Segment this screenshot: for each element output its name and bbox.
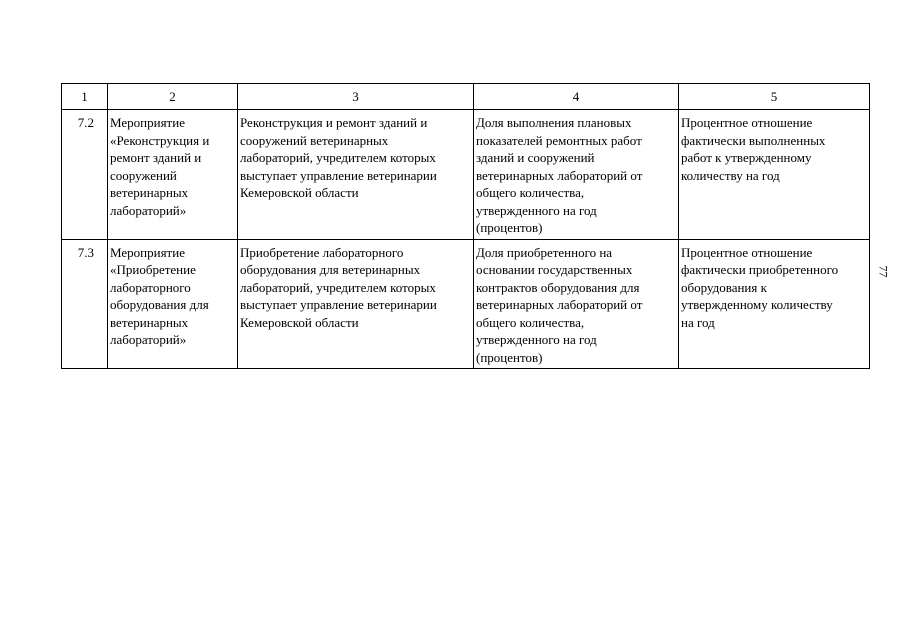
column-header-3: 3: [238, 84, 474, 110]
indicator-cell: Доля приобретенного на основании государственных контрактов оборудования для ветеринарных лабораторий от общего количества, утвержденного на год (процентов): [474, 239, 679, 369]
measures-table: [61, 83, 870, 369]
event-description-cell: Реконструкция и ремонт зданий и сооружений ветеринарных лабораторий, учредителем которых выступает управление ветеринарии Кемеровской области: [238, 110, 474, 240]
column-header-5: 5: [679, 84, 870, 110]
row-number: 7.2: [62, 110, 108, 240]
column-header-1: 1: [62, 84, 108, 110]
column-header-2: 2: [108, 84, 238, 110]
calculation-method-cell: Процентное отношение фактически приобретенного оборудования к утвержденному количеству на год: [679, 239, 870, 369]
calculation-method-cell: Процентное отношение фактически выполненных работ к утвержденному количеству на год: [679, 110, 870, 240]
event-description-cell: Приобретение лабораторного оборудования для ветеринарных лабораторий, учредителем которых выступает управление ветеринарии Кемеровской области: [238, 239, 474, 369]
row-number: 7.3: [62, 239, 108, 369]
table-row: [62, 110, 870, 240]
page-number: 77: [876, 265, 891, 278]
event-name-cell: Мероприятие «Реконструкция и ремонт зданий и сооружений ветеринарных лабораторий»: [108, 110, 238, 240]
event-name-cell: Мероприятие «Приобретение лабораторного оборудования для ветеринарных лабораторий»: [108, 239, 238, 369]
table-header-row: [62, 84, 870, 110]
indicator-cell: Доля выполнения плановых показателей ремонтных работ зданий и сооружений ветеринарных лабораторий от общего количества, утвержденного на год (процентов): [474, 110, 679, 240]
table-row: [62, 239, 870, 369]
column-header-4: 4: [474, 84, 679, 110]
